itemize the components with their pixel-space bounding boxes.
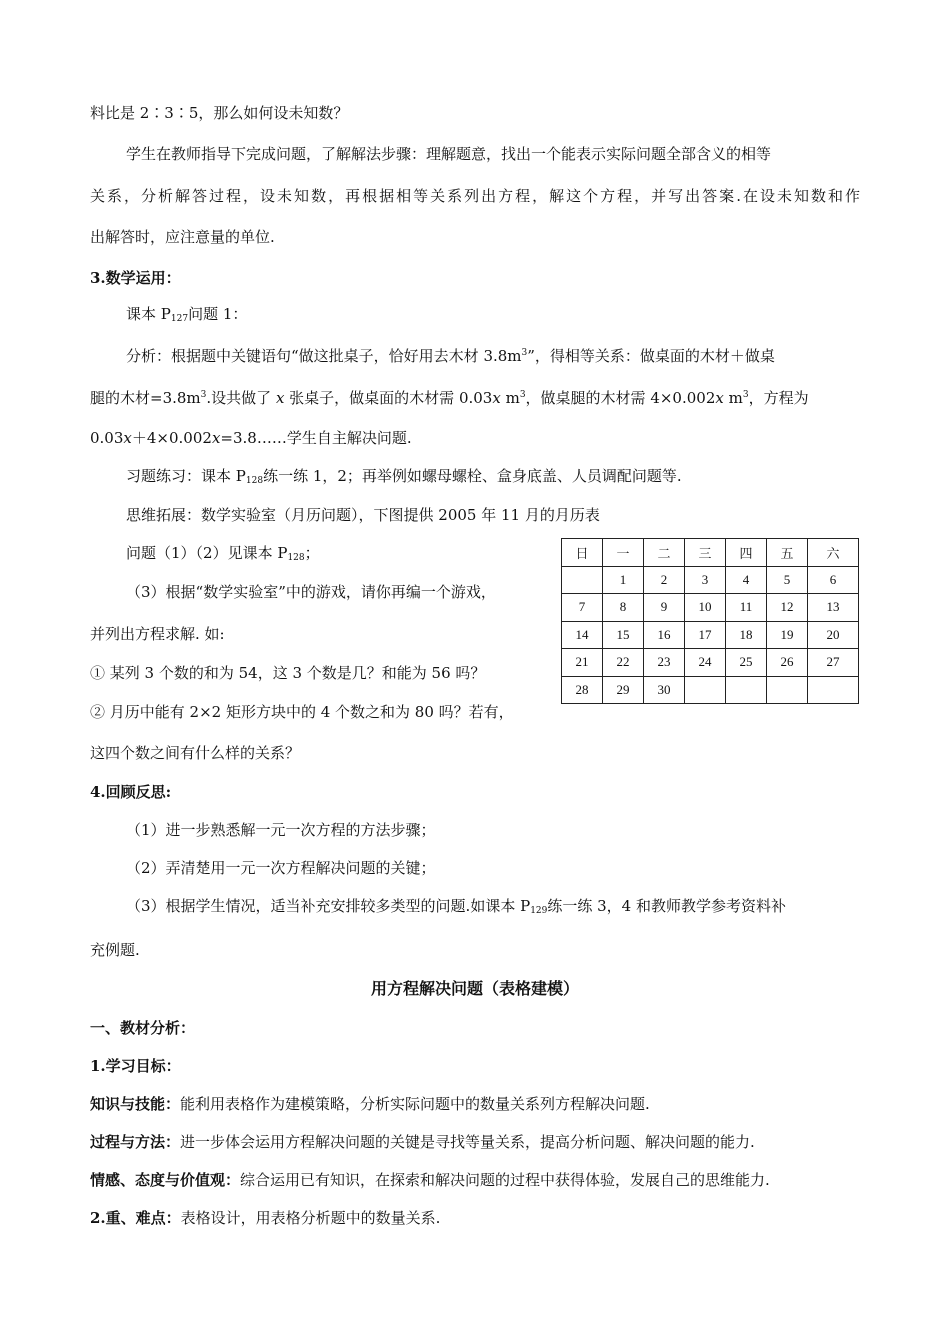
weekday-header: 日 <box>562 539 603 567</box>
calendar-day: 17 <box>685 621 726 649</box>
calendar-header-row <box>562 539 859 567</box>
calendar-day: 15 <box>603 621 644 649</box>
calendar-day: 13 <box>808 594 859 622</box>
calendar-day: 1 <box>603 566 644 594</box>
text-run: 能利用表格作为建模策略，分析实际问题中的数量关系列方程解决问题. <box>180 1095 650 1113</box>
calendar-day <box>808 676 859 704</box>
calendar-day: 5 <box>767 566 808 594</box>
weekday-header: 四 <box>726 539 767 567</box>
text-run: ＋4×0.002 <box>131 429 212 447</box>
calendar-day: 24 <box>685 649 726 677</box>
calendar-week-row <box>562 676 859 704</box>
paragraph-line: （2）弄清楚用一元一次方程解决问题的关键； <box>126 859 436 877</box>
calendar-day: 28 <box>562 676 603 704</box>
text-run: =3.8……学生自主解决问题. <box>220 429 412 447</box>
calendar-day: 4 <box>726 566 767 594</box>
paragraph-line <box>90 1170 770 1190</box>
calendar-day: 27 <box>808 649 859 677</box>
text-run: （3）根据学生情况，适当补充安排较多类型的问题.如课本 P <box>126 897 531 915</box>
paragraph-line: ① 某列 3 个数的和为 54，这 3 个数是几？和能为 56 吗？ <box>90 664 486 682</box>
subscript: 127 <box>170 314 189 324</box>
calendar-day <box>726 676 767 704</box>
variable: x <box>275 389 285 407</box>
section-heading: 4.回顾反思: <box>90 783 172 801</box>
text-run: 问题 1： <box>188 305 248 323</box>
calendar-day: 11 <box>726 594 767 622</box>
paragraph-line <box>126 304 247 329</box>
paragraph-line <box>90 385 809 408</box>
paragraph-line: 学生在教师指导下完成问题，了解解法步骤：理解题意，找出一个能表示实际问题全部含义的相等 <box>126 145 772 163</box>
text-run: 张桌子，做桌面的木材需 0.03 <box>284 389 493 407</box>
calendar-day: 21 <box>562 649 603 677</box>
text-run: ”，得相等关系：做桌面的木材＋做桌 <box>527 347 775 365</box>
calendar-day: 8 <box>603 594 644 622</box>
calendar-day: 2 <box>644 566 685 594</box>
section-heading: 1.学习目标： <box>90 1057 181 1075</box>
calendar-day: 3 <box>685 566 726 594</box>
paragraph-line: 充例题. <box>90 941 140 959</box>
paragraph-line <box>126 343 775 366</box>
text-run: 习题练习：课本 P <box>126 467 246 485</box>
calendar-day: 23 <box>644 649 685 677</box>
text-run: ，做桌腿的木材需 4×0.002 <box>525 389 716 407</box>
calendar-week-row <box>562 621 859 649</box>
paragraph-line: 思维拓展：数学实验室（月历问题），下图提供 2005 年 11 月的月历表 <box>126 506 600 524</box>
paragraph-line <box>90 1094 650 1114</box>
paragraph-line: 这四个数之间有什么样的关系？ <box>90 744 301 762</box>
text-run: m <box>723 389 743 407</box>
paragraph-line: 出解答时，应注意量的单位. <box>90 228 275 246</box>
label-run: 2.重、难点： <box>90 1209 181 1227</box>
calendar-day <box>767 676 808 704</box>
calendar-day: 10 <box>685 594 726 622</box>
text-run: 进一步体会运用方程解决问题的关键是寻找等量关系，提高分析问题、解决问题的能力. <box>180 1133 755 1151</box>
label-run: 知识与技能： <box>90 1095 181 1113</box>
paragraph-line: （1）进一步熟悉解一元一次方程的方法步骤； <box>126 821 436 839</box>
calendar-day: 12 <box>767 594 808 622</box>
paragraph-line <box>126 896 786 921</box>
text-run: 练一练 1，2；再举例如螺母螺栓、盒身底盖、人员调配问题等. <box>263 467 682 485</box>
superscript: 3 <box>519 390 526 400</box>
text-run: 0.03 <box>90 429 124 447</box>
superscript: 3 <box>200 390 207 400</box>
calendar-day: 20 <box>808 621 859 649</box>
paragraph-line: 料比是 2∶3∶5，那么如何设未知数？ <box>90 104 349 122</box>
superscript: 3 <box>521 348 528 358</box>
weekday-header: 一 <box>603 539 644 567</box>
calendar-day: 7 <box>562 594 603 622</box>
calendar-day: 29 <box>603 676 644 704</box>
paragraph-line <box>90 1132 755 1152</box>
label-run: 过程与方法： <box>90 1133 181 1151</box>
variable: x <box>211 429 221 447</box>
calendar-day: 6 <box>808 566 859 594</box>
paragraph-line: 关系，分析解答过程，设未知数，再根据相等关系列出方程，解这个方程，并写出答案.在设未知数和作 <box>90 187 860 205</box>
calendar-day: 14 <box>562 621 603 649</box>
section-heading: 3.数学运用： <box>90 269 181 287</box>
paragraph-line <box>90 428 412 448</box>
text-run: .设共做了 <box>206 389 276 407</box>
weekday-header: 三 <box>685 539 726 567</box>
superscript: 3 <box>742 390 749 400</box>
section-heading: 一、教材分析： <box>90 1019 196 1037</box>
calendar-day: 30 <box>644 676 685 704</box>
weekday-header: 五 <box>767 539 808 567</box>
text-run: ； <box>304 544 320 562</box>
text-run: m <box>500 389 520 407</box>
calendar-day: 18 <box>726 621 767 649</box>
calendar-day <box>685 676 726 704</box>
variable: x <box>123 429 132 447</box>
calendar-day: 26 <box>767 649 808 677</box>
subscript: 129 <box>530 906 548 916</box>
label-run: 情感、态度与价值观： <box>90 1171 241 1189</box>
calendar-table <box>561 538 859 704</box>
weekday-header: 六 <box>808 539 859 567</box>
text-run: 问题（1）（2）见课本 P <box>126 544 288 562</box>
variable: x <box>492 389 501 407</box>
paragraph-line <box>126 543 320 568</box>
calendar-day: 22 <box>603 649 644 677</box>
calendar-week-row <box>562 566 859 594</box>
subscript: 128 <box>287 553 305 563</box>
text-run: 分析：根据题中关键语句“做这批桌子，恰好用去木材 3.8m <box>126 347 522 365</box>
text-run: 课本 P <box>126 305 171 323</box>
paragraph-line <box>90 1208 440 1228</box>
text-run: 表格设计，用表格分析题中的数量关系. <box>180 1209 441 1227</box>
text-run: ，方程为 <box>748 389 809 407</box>
text-run: 腿的木材=3.8m <box>90 389 201 407</box>
text-run: 练一练 3，4 和教师教学参考资料补 <box>547 897 786 915</box>
paragraph-line: 并列出方程求解. 如: <box>90 625 225 643</box>
text-run: 综合运用已有知识，在探索和解决问题的过程中获得体验，发展自己的思维能力. <box>240 1171 770 1189</box>
paragraph-line: （3）根据“数学实验室”中的游戏，请你再编一个游戏， <box>126 583 496 601</box>
variable: x <box>715 389 724 407</box>
calendar-week-row <box>562 649 859 677</box>
calendar-day: 19 <box>767 621 808 649</box>
calendar-day <box>562 566 603 594</box>
paragraph-line <box>126 466 682 491</box>
subscript: 128 <box>245 476 264 486</box>
calendar-day: 16 <box>644 621 685 649</box>
calendar-week-row <box>562 594 859 622</box>
calendar-day: 25 <box>726 649 767 677</box>
calendar-day: 9 <box>644 594 685 622</box>
paragraph-line: ② 月历中能有 2×2 矩形方块中的 4 个数之和为 80 吗？若有， <box>90 703 514 721</box>
section-title: 用方程解决问题（表格建模） <box>370 979 579 998</box>
weekday-header: 二 <box>644 539 685 567</box>
